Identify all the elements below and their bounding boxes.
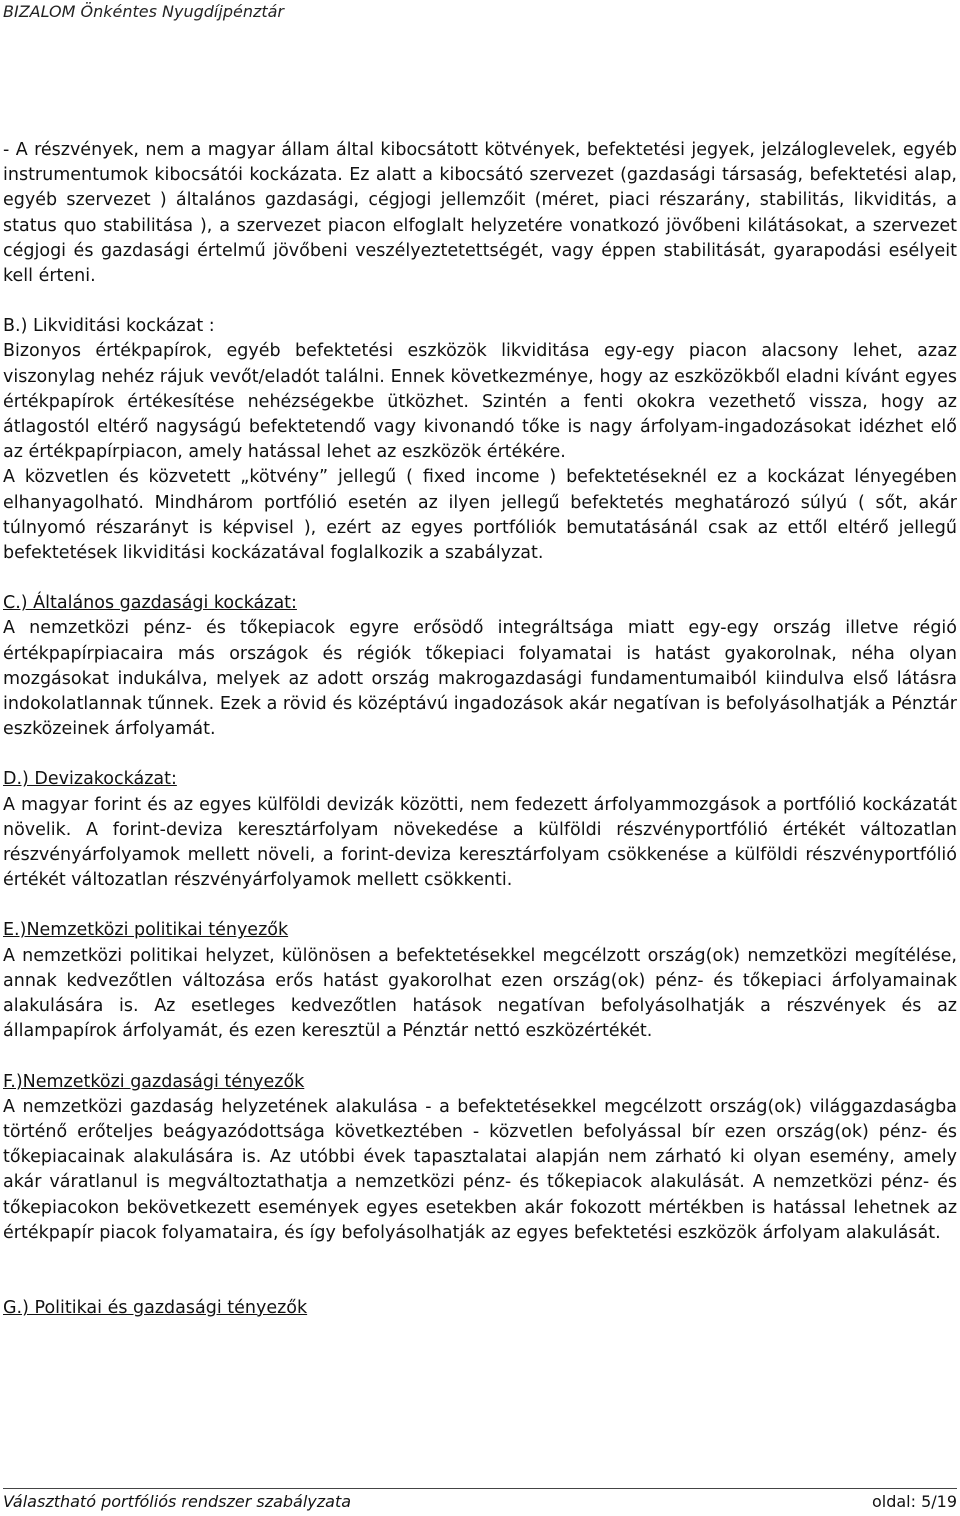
liquidity-paragraph-1: Bizonyos értékpapírok, egyéb befektetési eszközök likviditása egy-egy piacon alacsony lehet, azaz viszonylag nehéz rájuk vevőt/eladót találni. Ennek következménye, hogy az eszközökből eladni kívánt egyes értékpapírok értékesítése nehézségekbe ütközhet. Szintén a fenti okokra vezethető vissza, hogy az átlagostól eltérő nagyságú befektetendő vagy kivonandó tőke is nagy árfolyam-ingadozásokat idézhet elő az értékpapírpiacon, amely hatással lehet az eszközök értékére. <box>3 341 957 463</box>
heading-liquidity-risk: B.) Likviditási kockázat : <box>3 316 215 337</box>
footer-page-number: oldal: 5/19 <box>871 1492 957 1511</box>
document-header: BIZALOM Önkéntes Nyugdíjpénztár <box>3 2 285 21</box>
footer-document-title: Választható portfóliós rendszer szabályzata <box>3 1492 352 1511</box>
document-body <box>3 138 957 1321</box>
document-footer <box>3 1488 957 1511</box>
heading-general-economic-risk: C.) Általános gazdasági kockázat: <box>3 593 297 614</box>
intro-paragraph: - A részvények, nem a magyar állam által kibocsátott kötvények, befektetési jegyek, jelzáloglevelek, egyéb instrumentumok kibocsátói kockázata. Ez alatt a kibocsátó szervezet (gazdasági társaság, befektetési alap, egyéb szervezet ) általános gazdasági, cégjogi jellemzőit (méret, piaci részarány, stabilitás, likviditás, a status quo stabilitása ), a szervezet piacon elfoglalt helyzetére vonatkozó jövőbeni kilátásokat, a szervezet cégjogi és gazdasági értelmű jövőbeni veszélyeztetettségét, vagy éppen stabilitását, gyarapodási esélyeit kell érteni. <box>3 140 957 287</box>
international-political-paragraph: A nemzetközi politikai helyzet, különösen a befektetésekkel megcélzott ország(ok) nemzetközi megítélése, annak kedvezőtlen változása erős hatást gyakorolhat ezen ország(ok) pénz- és tőkepiaci árfolyamainak alakulására is. Az esetleges kedvezőtlen hatások negatívan befolyásolhatják a részvények és az állampapírok árfolyamát, és ezen keresztül a Pénztár nettó eszközértékét. <box>3 945 957 1042</box>
heading-currency-risk: D.) Devizakockázat: <box>3 769 177 790</box>
heading-international-political-factors: E.)Nemzetközi politikai tényezők <box>3 920 289 941</box>
international-economic-paragraph: A nemzetközi gazdaság helyzetének alakulása - a befektetésekkel megcélzott ország(ok) világgazdaságba történő erőteljes beágyazódottsága következtében - közvetlen befolyással bír ezen ország(ok) pénz- és tőkepiacainak alakulására is. Az utóbbi évek tapasztalatai alapján nem zárható ki olyan esemény, amely akár váratlanul is megváltoztathatja a nemzetközi pénz- és tőkepiacok alakulását. A nemzetközi pénz- és tőkepiacokon bekövetkezett események egyes esetekben akár fokozott mértékben is hatással lehetnek az értékpapír piacok folyamataira, és így befolyásolhatják az egyes befektetési eszközök árfolyam alakulását. <box>3 1096 957 1243</box>
heading-international-economic-factors: F.)Nemzetközi gazdasági tényezők <box>3 1071 305 1092</box>
liquidity-paragraph-2: A közvetlen és közvetett „kötvény” jellegű ( fixed income ) befektetéseknél ez a kockázat lényegében elhanyagolható. Mindhárom portfólió esetén az ilyen jellegű befektetés meghatározó súlyú ( sőt, akár túlnyomó részarányt is képvisel ), ezért az egyes portfóliók bemutatásánál csak az ettől eltérő jellegű befektetések likviditási kockázatával foglalkozik a szabályzat. <box>3 467 957 564</box>
heading-political-economic-factors: G.) Politikai és gazdasági tényezők <box>3 1297 308 1318</box>
currency-risk-paragraph: A magyar forint és az egyes külföldi devizák közötti, nem fedezett árfolyammozgások a portfólió kockázatát növelik. A forint-deviza keresztárfolyam növekedése a külföldi részvényportfólió értékét változatlan részvényárfolyamok mellett növeli, a forint-deviza keresztárfolyam csökkenése a külföldi részvényportfólió értékét változatlan részvényárfolyamok mellett csökkenti. <box>3 794 957 891</box>
general-economic-paragraph: A nemzetközi pénz- és tőkepiacok egyre erősödő integráltsága miatt egy-egy ország illetve régió értékpapírpiacaira más országok és régiók tőkepiaci folyamatai is hatást gyakorolnak, néha olyan mozgásokat indukálva, melyek az adott ország makrogazdasági fundamentumaiból kiindulva első látásra indokolatlannak tűnnek. Ezek a rövid és középtávú ingadozások akár negatívan is befolyásolhatják a Pénztár eszközeinek árfolyamát. <box>3 618 957 740</box>
